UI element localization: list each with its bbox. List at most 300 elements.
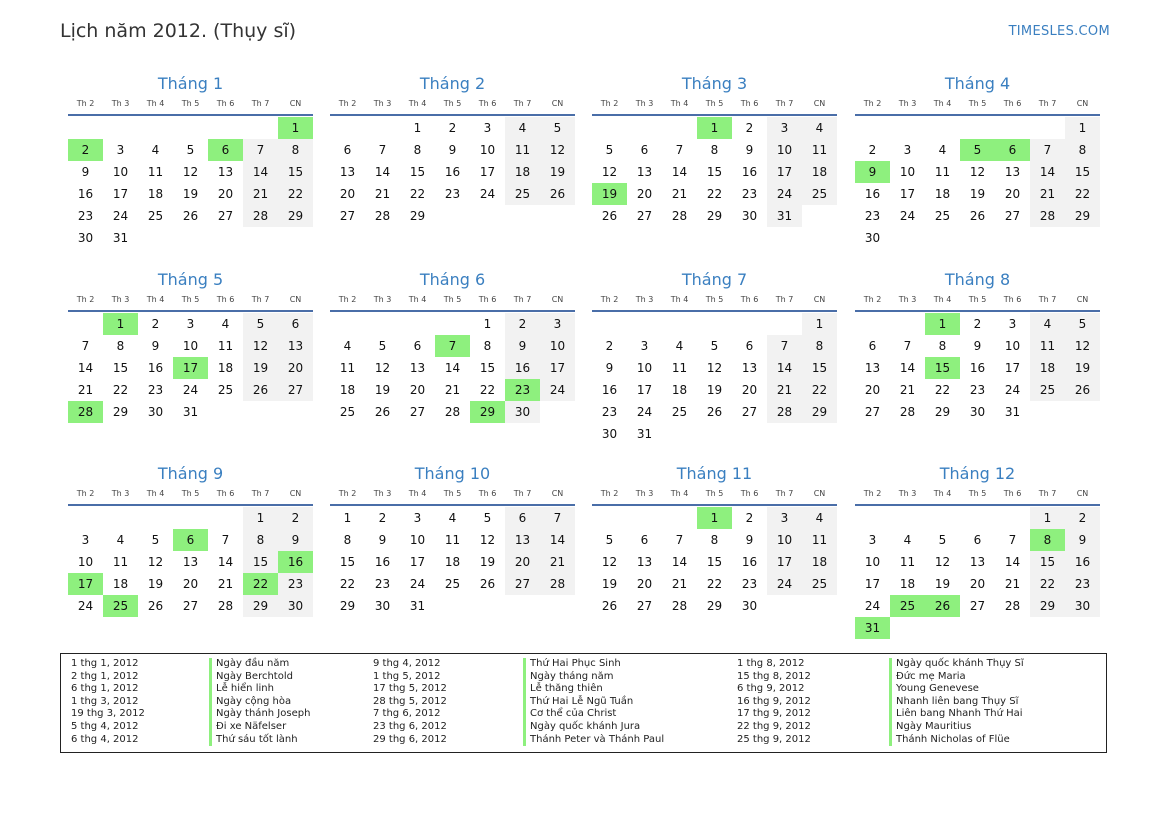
day-cell: 29 xyxy=(243,595,278,617)
weekday-label: Th 2 xyxy=(338,489,357,498)
header-rule xyxy=(68,310,313,312)
weekday-label: CN xyxy=(813,99,826,108)
day-cell: 5 xyxy=(938,533,947,547)
day-cell: 2 xyxy=(448,121,457,135)
weekday-label: Th 5 xyxy=(443,99,462,108)
weekday-header xyxy=(330,489,575,501)
day-cell: 29 xyxy=(339,599,356,613)
day-cell: 15 xyxy=(1065,161,1100,183)
day-cell: 20 xyxy=(636,187,653,201)
weekday-label: Th 5 xyxy=(968,99,987,108)
day-cell: 27 xyxy=(636,599,653,613)
day-cell: 25 xyxy=(147,209,164,223)
weekday-label: Th 5 xyxy=(968,489,987,498)
empty-cell xyxy=(697,313,732,335)
day-cell: 4 xyxy=(1030,313,1065,335)
day-cell: 6 xyxy=(278,313,313,335)
empty-cell xyxy=(662,117,697,139)
day-cell: 1 xyxy=(1030,507,1065,529)
day-cell: 24 xyxy=(540,379,575,401)
day-cell: 28 xyxy=(1030,205,1065,227)
day-cell: 11 xyxy=(444,533,461,547)
day-cell: 9 xyxy=(605,361,614,375)
day-grid xyxy=(68,313,313,423)
day-cell: 9 xyxy=(1065,529,1100,551)
day-cell: 10 xyxy=(1004,339,1021,353)
day-cell: 24 xyxy=(899,209,916,223)
day-cell: 27 xyxy=(741,405,758,419)
legend-date: 16 thg 9, 2012 xyxy=(737,695,811,707)
legend-date: 17 thg 5, 2012 xyxy=(373,683,447,695)
day-cell: 10 xyxy=(540,335,575,357)
day-cell: 6 xyxy=(973,533,982,547)
day-cell: 27 xyxy=(182,599,199,613)
header-rule xyxy=(330,310,575,312)
day-cell: 27 xyxy=(864,405,881,419)
day-cell: 11 xyxy=(671,361,688,375)
day-cell: 25 xyxy=(444,577,461,591)
day-grid xyxy=(592,313,837,445)
day-cell: 29 xyxy=(409,209,426,223)
legend-column-1-names xyxy=(209,658,310,746)
empty-cell xyxy=(662,507,697,529)
legend-date: 1 thg 1, 2012 xyxy=(71,658,139,669)
weekday-label: CN xyxy=(1076,489,1089,498)
day-cell: 28 xyxy=(540,573,575,595)
day-cell: 28 xyxy=(243,205,278,227)
day-cell: 5 xyxy=(151,533,160,547)
holiday-day-cell: 25 xyxy=(890,595,925,617)
weekday-label: Th 4 xyxy=(146,295,165,304)
day-cell: 25 xyxy=(802,183,837,205)
holiday-day-cell: 25 xyxy=(103,595,138,617)
day-cell: 12 xyxy=(1065,335,1100,357)
legend-date: 1 thg 8, 2012 xyxy=(737,658,805,669)
empty-cell xyxy=(995,507,1030,529)
day-cell: 13 xyxy=(741,361,758,375)
holiday-day-cell: 29 xyxy=(470,401,505,423)
day-cell: 21 xyxy=(374,187,391,201)
day-cell: 17 xyxy=(767,161,802,183)
day-cell: 24 xyxy=(77,599,94,613)
weekday-label: Th 3 xyxy=(373,489,392,498)
day-cell: 20 xyxy=(864,383,881,397)
day-cell: 30 xyxy=(969,405,986,419)
month-name: Tháng 4 xyxy=(944,74,1011,93)
day-cell: 4 xyxy=(675,339,684,353)
day-cell: 12 xyxy=(934,555,951,569)
day-cell: 11 xyxy=(934,165,951,179)
holiday-day-cell: 17 xyxy=(68,573,103,595)
day-cell: 21 xyxy=(671,187,688,201)
empty-cell xyxy=(890,313,925,335)
month-name: Tháng 11 xyxy=(676,464,753,483)
day-cell: 19 xyxy=(934,577,951,591)
day-cell: 6 xyxy=(505,507,540,529)
weekday-label: Th 6 xyxy=(216,99,235,108)
day-cell: 20 xyxy=(339,187,356,201)
day-cell: 11 xyxy=(147,165,164,179)
empty-cell xyxy=(592,313,627,335)
day-cell: 10 xyxy=(77,555,94,569)
day-cell: 12 xyxy=(479,533,496,547)
day-cell: 16 xyxy=(505,357,540,379)
day-cell: 29 xyxy=(802,401,837,423)
day-cell: 20 xyxy=(636,577,653,591)
weekday-label: Th 4 xyxy=(408,489,427,498)
day-cell: 27 xyxy=(339,209,356,223)
weekday-label: Th 5 xyxy=(705,295,724,304)
day-cell: 10 xyxy=(899,165,916,179)
day-cell: 4 xyxy=(343,339,352,353)
day-cell: 28 xyxy=(899,405,916,419)
day-cell: 9 xyxy=(745,533,754,547)
day-cell: 20 xyxy=(505,551,540,573)
day-cell: 11 xyxy=(802,139,837,161)
day-cell: 23 xyxy=(278,573,313,595)
empty-cell xyxy=(592,117,627,139)
day-cell: 21 xyxy=(444,383,461,397)
day-cell: 7 xyxy=(767,335,802,357)
month-name: Tháng 7 xyxy=(681,270,748,289)
header-rule xyxy=(592,310,837,312)
day-cell: 4 xyxy=(448,511,457,525)
day-cell: 1 xyxy=(802,313,837,335)
holiday-day-cell: 23 xyxy=(505,379,540,401)
weekday-label: Th 2 xyxy=(76,99,95,108)
weekday-label: Th 6 xyxy=(478,99,497,108)
day-cell: 7 xyxy=(243,139,278,161)
brand-link[interactable]: TIMESLES.COM xyxy=(1008,24,1110,39)
day-cell: 14 xyxy=(444,361,461,375)
day-cell: 31 xyxy=(1004,405,1021,419)
legend-holiday-name: Lễ hiển linh xyxy=(209,683,310,696)
legend-date: 28 thg 5, 2012 xyxy=(373,695,447,707)
day-cell: 26 xyxy=(1065,379,1100,401)
day-cell: 12 xyxy=(243,335,278,357)
weekday-label: Th 6 xyxy=(1003,295,1022,304)
day-cell: 17 xyxy=(112,187,129,201)
holiday-day-cell: 2 xyxy=(68,139,103,161)
empty-cell xyxy=(855,117,890,139)
empty-cell xyxy=(627,313,662,335)
header-rule xyxy=(855,310,1100,312)
day-cell: 27 xyxy=(217,209,234,223)
legend-date: 9 thg 4, 2012 xyxy=(373,658,441,669)
day-cell: 23 xyxy=(147,383,164,397)
weekday-header xyxy=(592,489,837,501)
day-cell: 14 xyxy=(671,165,688,179)
day-cell: 20 xyxy=(217,187,234,201)
empty-cell xyxy=(103,507,138,529)
day-cell: 26 xyxy=(243,379,278,401)
day-grid xyxy=(68,117,313,249)
legend-date: 23 thg 6, 2012 xyxy=(373,720,447,732)
weekday-label: Th 3 xyxy=(635,489,654,498)
day-cell: 3 xyxy=(483,121,492,135)
empty-cell xyxy=(400,313,435,335)
day-cell: 21 xyxy=(767,379,802,401)
day-cell: 30 xyxy=(741,599,758,613)
weekday-label: Th 4 xyxy=(146,99,165,108)
day-cell: 22 xyxy=(339,577,356,591)
day-cell: 21 xyxy=(217,577,234,591)
day-cell: 22 xyxy=(1030,573,1065,595)
legend-date: 6 thg 4, 2012 xyxy=(71,733,139,745)
month-name: Tháng 2 xyxy=(419,74,486,93)
day-cell: 26 xyxy=(601,209,618,223)
day-cell: 17 xyxy=(540,357,575,379)
weekday-label: Th 3 xyxy=(373,99,392,108)
empty-cell xyxy=(330,117,365,139)
legend-date: 15 thg 8, 2012 xyxy=(737,670,811,682)
weekday-label: Th 7 xyxy=(1038,99,1057,108)
day-cell: 26 xyxy=(479,577,496,591)
day-cell: 20 xyxy=(969,577,986,591)
day-cell: 26 xyxy=(374,405,391,419)
day-cell: 30 xyxy=(278,595,313,617)
weekday-label: Th 7 xyxy=(775,489,794,498)
day-cell: 5 xyxy=(710,339,719,353)
weekday-label: Th 7 xyxy=(1038,295,1057,304)
day-cell: 2 xyxy=(745,511,754,525)
day-cell: 12 xyxy=(540,139,575,161)
weekday-label: Th 3 xyxy=(111,489,130,498)
header-rule xyxy=(592,504,837,506)
month-block xyxy=(855,464,1100,654)
day-cell: 22 xyxy=(934,383,951,397)
day-cell: 2 xyxy=(745,121,754,135)
page-title: Lịch năm 2012. (Thụy sĩ) xyxy=(60,20,297,42)
holiday-day-cell: 31 xyxy=(855,617,890,639)
weekday-label: Th 5 xyxy=(181,99,200,108)
day-cell: 2 xyxy=(151,317,160,331)
day-cell: 15 xyxy=(706,165,723,179)
empty-cell xyxy=(960,117,995,139)
legend-holiday-name: Ngày quốc khánh Thụy Sĩ xyxy=(889,658,1024,671)
day-cell: 28 xyxy=(767,401,802,423)
empty-cell xyxy=(243,117,278,139)
day-cell: 2 xyxy=(605,339,614,353)
weekday-label: CN xyxy=(1076,295,1089,304)
day-cell: 4 xyxy=(116,533,125,547)
day-cell: 16 xyxy=(601,383,618,397)
day-cell: 10 xyxy=(767,139,802,161)
day-cell: 7 xyxy=(378,143,387,157)
day-cell: 23 xyxy=(444,187,461,201)
day-cell: 4 xyxy=(505,117,540,139)
day-cell: 27 xyxy=(409,405,426,419)
day-cell: 22 xyxy=(112,383,129,397)
day-cell: 2 xyxy=(278,507,313,529)
day-cell: 19 xyxy=(243,357,278,379)
day-cell: 22 xyxy=(278,183,313,205)
day-cell: 9 xyxy=(278,529,313,551)
day-cell: 21 xyxy=(1004,577,1021,591)
day-cell: 16 xyxy=(741,165,758,179)
holiday-day-cell: 28 xyxy=(68,401,103,423)
weekday-label: Th 5 xyxy=(705,99,724,108)
legend-holiday-name: Đi xe Näfelser xyxy=(209,721,310,734)
weekday-label: Th 4 xyxy=(146,489,165,498)
day-cell: 16 xyxy=(444,165,461,179)
day-cell: 11 xyxy=(802,529,837,551)
month-name: Tháng 10 xyxy=(414,464,491,483)
weekday-label: Th 4 xyxy=(408,295,427,304)
legend-column-3-dates xyxy=(737,658,811,746)
weekday-label: Th 6 xyxy=(1003,489,1022,498)
holiday-day-cell: 5 xyxy=(960,139,995,161)
legend-holiday-name: Thánh Nicholas of Flüe xyxy=(889,734,1024,747)
weekday-label: Th 6 xyxy=(216,489,235,498)
day-cell: 8 xyxy=(802,335,837,357)
day-cell: 3 xyxy=(868,533,877,547)
day-cell: 8 xyxy=(1065,139,1100,161)
holiday-legend xyxy=(60,653,1107,753)
weekday-header xyxy=(592,295,837,307)
empty-cell xyxy=(68,117,103,139)
legend-column-1-dates xyxy=(71,658,145,746)
day-cell: 4 xyxy=(903,533,912,547)
legend-holiday-name: Thứ Hai Lễ Ngũ Tuần xyxy=(523,696,664,709)
day-cell: 20 xyxy=(278,357,313,379)
day-cell: 4 xyxy=(802,507,837,529)
day-cell: 23 xyxy=(864,209,881,223)
legend-holiday-name: Ngày đầu năm xyxy=(209,658,310,671)
weekday-label: Th 3 xyxy=(898,295,917,304)
holiday-day-cell: 1 xyxy=(925,313,960,335)
day-cell: 6 xyxy=(868,339,877,353)
day-cell: 5 xyxy=(605,143,614,157)
empty-cell xyxy=(767,313,802,335)
day-cell: 6 xyxy=(745,339,754,353)
day-cell: 7 xyxy=(540,507,575,529)
holiday-day-cell: 9 xyxy=(855,161,890,183)
weekday-label: Th 5 xyxy=(705,489,724,498)
day-cell: 14 xyxy=(671,555,688,569)
day-cell: 25 xyxy=(505,183,540,205)
weekday-label: Th 2 xyxy=(600,295,619,304)
empty-cell xyxy=(138,507,173,529)
legend-holiday-name: Đức mẹ Maria xyxy=(889,671,1024,684)
weekday-label: Th 3 xyxy=(111,295,130,304)
day-cell: 26 xyxy=(147,599,164,613)
day-cell: 21 xyxy=(540,551,575,573)
day-cell: 7 xyxy=(81,339,90,353)
empty-cell xyxy=(365,313,400,335)
day-cell: 15 xyxy=(278,161,313,183)
header-rule xyxy=(855,114,1100,116)
legend-holiday-name: Thứ sáu tốt lành xyxy=(209,734,310,747)
day-cell: 16 xyxy=(969,361,986,375)
day-cell: 3 xyxy=(767,117,802,139)
day-cell: 18 xyxy=(505,161,540,183)
header-rule xyxy=(855,504,1100,506)
day-cell: 19 xyxy=(540,161,575,183)
day-cell: 18 xyxy=(899,577,916,591)
weekday-label: Th 3 xyxy=(898,99,917,108)
day-cell: 13 xyxy=(969,555,986,569)
weekday-label: Th 4 xyxy=(670,489,689,498)
day-cell: 7 xyxy=(1008,533,1017,547)
month-block xyxy=(592,74,837,264)
day-cell: 21 xyxy=(243,183,278,205)
weekday-label: Th 7 xyxy=(251,99,270,108)
day-cell: 26 xyxy=(706,405,723,419)
day-cell: 16 xyxy=(1065,551,1100,573)
weekday-label: Th 4 xyxy=(670,99,689,108)
day-cell: 19 xyxy=(182,187,199,201)
day-cell: 18 xyxy=(339,383,356,397)
day-cell: 26 xyxy=(540,183,575,205)
day-cell: 8 xyxy=(116,339,125,353)
day-cell: 8 xyxy=(278,139,313,161)
day-cell: 13 xyxy=(217,165,234,179)
weekday-label: Th 3 xyxy=(111,99,130,108)
holiday-day-cell: 19 xyxy=(592,183,627,205)
weekday-label: CN xyxy=(551,489,564,498)
day-grid xyxy=(592,507,837,617)
weekday-label: Th 7 xyxy=(251,489,270,498)
day-cell: 13 xyxy=(636,555,653,569)
day-cell: 19 xyxy=(374,383,391,397)
day-cell: 18 xyxy=(802,161,837,183)
day-cell: 2 xyxy=(868,143,877,157)
day-grid xyxy=(855,313,1100,423)
day-cell: 30 xyxy=(77,231,94,245)
day-cell: 16 xyxy=(374,555,391,569)
legend-date: 1 thg 3, 2012 xyxy=(71,695,139,707)
day-cell: 30 xyxy=(741,209,758,223)
day-cell: 30 xyxy=(505,401,540,423)
day-cell: 10 xyxy=(182,339,199,353)
day-cell: 8 xyxy=(343,533,352,547)
legend-column-3-names xyxy=(889,658,1024,746)
legend-holiday-name: Ngày Mauritius xyxy=(889,721,1024,734)
holiday-day-cell: 1 xyxy=(697,507,732,529)
day-cell: 14 xyxy=(1004,555,1021,569)
empty-cell xyxy=(925,507,960,529)
day-cell: 4 xyxy=(221,317,230,331)
legend-date: 6 thg 1, 2012 xyxy=(71,683,139,695)
day-cell: 10 xyxy=(636,361,653,375)
day-grid xyxy=(855,507,1100,639)
legend-holiday-name: Thánh Peter và Thánh Paul xyxy=(523,734,664,747)
weekday-label: CN xyxy=(551,295,564,304)
month-name: Tháng 1 xyxy=(157,74,224,93)
day-cell: 14 xyxy=(77,361,94,375)
day-cell: 3 xyxy=(640,339,649,353)
day-cell: 12 xyxy=(601,555,618,569)
legend-date: 1 thg 5, 2012 xyxy=(373,670,441,682)
day-cell: 11 xyxy=(112,555,129,569)
day-cell: 25 xyxy=(802,573,837,595)
weekday-label: CN xyxy=(289,295,302,304)
weekday-label: Th 2 xyxy=(600,99,619,108)
weekday-label: Th 3 xyxy=(635,295,654,304)
weekday-header xyxy=(68,99,313,111)
month-block xyxy=(330,464,575,654)
day-cell: 19 xyxy=(706,383,723,397)
day-cell: 9 xyxy=(973,339,982,353)
legend-date: 7 thg 6, 2012 xyxy=(373,708,441,720)
day-cell: 9 xyxy=(378,533,387,547)
legend-holiday-name: Young Genevese xyxy=(889,683,1024,696)
day-cell: 3 xyxy=(903,143,912,157)
day-cell: 25 xyxy=(671,405,688,419)
day-cell: 29 xyxy=(1065,205,1100,227)
day-cell: 24 xyxy=(112,209,129,223)
